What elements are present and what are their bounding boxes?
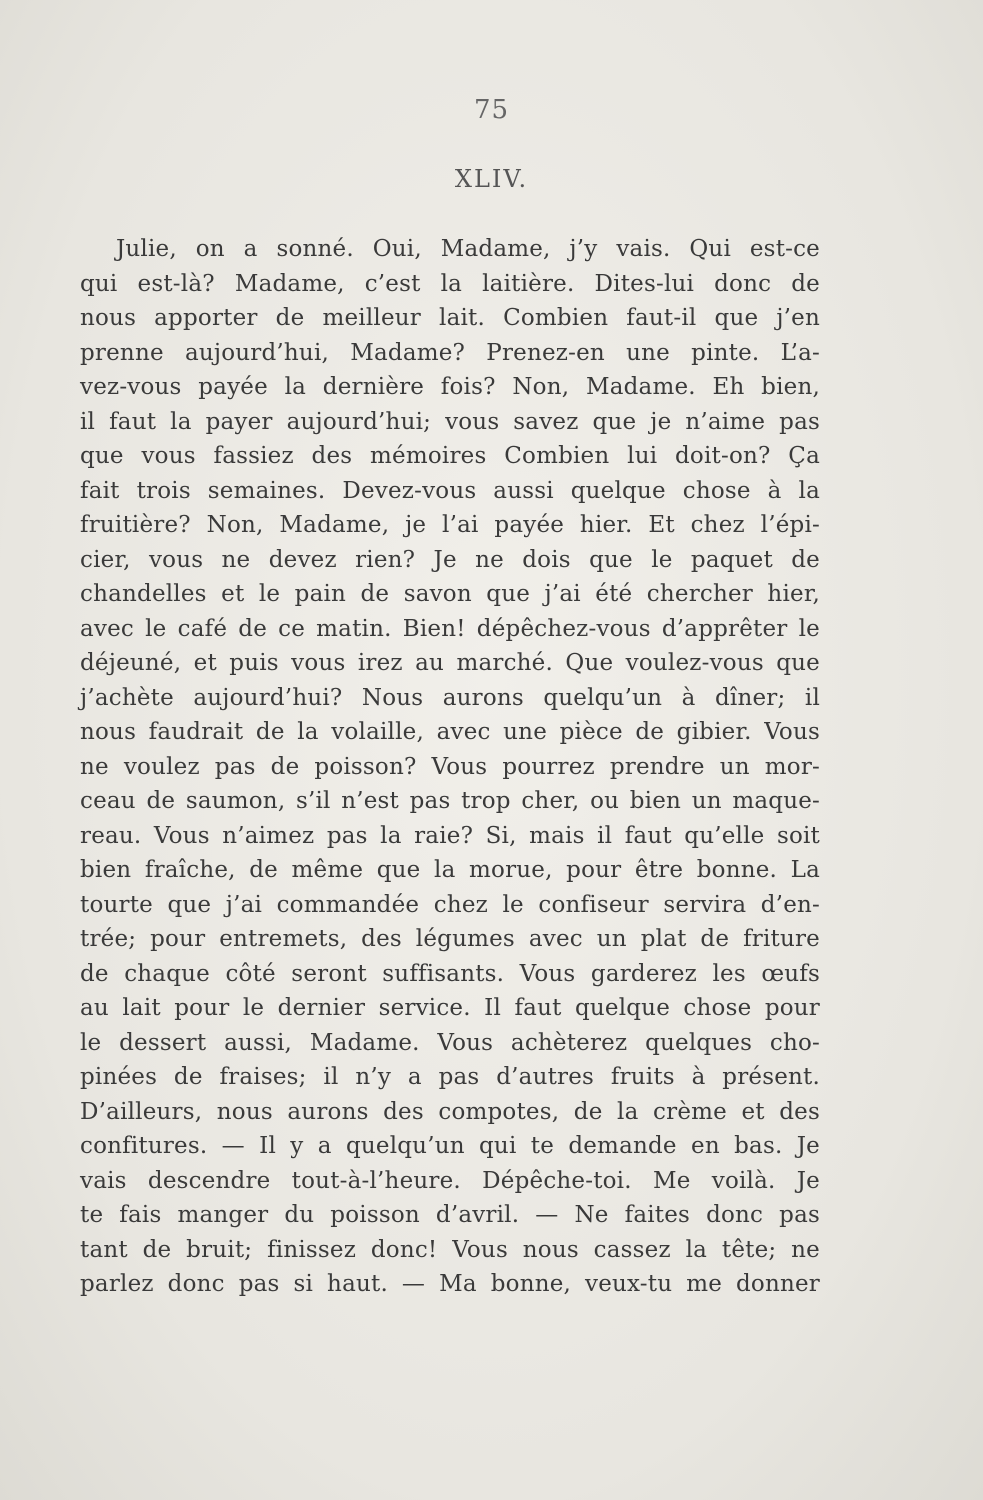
chapter-heading: XLIV. [454,165,529,193]
text-line: vez-vous payée la dernière fois? Non, Madame. Eh bien, [80,374,820,400]
text-line: nous faudrait de la volaille, avec une pièce de gibier. Vous [80,719,820,745]
text-line: de chaque côté seront suffisants. Vous garderez les œufs [80,960,820,987]
text-line: prenne aujourd’hui, Madame? Prenez-en une pinte. L’a- [80,339,820,366]
text-line: vais descendre tout-à-l’heure. Dépêche-toi. Me voilà. Je [80,1167,820,1194]
text-line: confitures. — Il y a quelqu’un qui te demande en bas. Je [80,1133,820,1159]
text-line: bien fraîche, de même que la morue, pour être bonne. La [80,857,820,883]
text-line: tant de bruit; finissez donc! Vous nous cassez la tête; ne [80,1236,820,1263]
page-number: 75 [473,95,510,125]
text-line: ceau de saumon, s’il n’est pas trop cher, ou bien un maque- [80,788,820,814]
body-text [80,232,820,1302]
text-line: cier, vous ne devez rien? Je ne dois que le paquet de [80,546,820,573]
text-line: ne voulez pas de poisson? Vous pourrez prendre un mor- [80,753,820,780]
text-line: fruitière? Non, Madame, je l’ai payée hier. Et chez l’épi- [80,512,820,538]
text-line: le dessert aussi, Madame. Vous achèterez quelques cho- [80,1029,820,1056]
text-line: au lait pour le dernier service. Il faut quelque chose pour [80,995,820,1021]
text-line: D’ailleurs, nous aurons des compotes, de la crème et des [80,1098,820,1125]
text-line: il faut la payer aujourd’hui; vous savez que je n’aime pas [80,408,820,435]
text-line: trée; pour entremets, des légumes avec un plat de friture [80,926,820,952]
text-line: pinées de fraises; il n’y a pas d’autres fruits à présent. [80,1064,820,1090]
text-line: nous apporter de meilleur lait. Combien faut-il que j’en [80,305,820,331]
text-line: fait trois semaines. Devez-vous aussi quelque chose à la [80,477,820,504]
text-line: qui est-là? Madame, c’est la laitière. Dites-lui donc de [80,270,820,297]
text-line: parlez donc pas si haut. — Ma bonne, veux-tu me donner [80,1271,820,1297]
text-line: avec le café de ce matin. Bien! dépêchez-vous d’apprêter le [80,615,820,642]
text-line: reau. Vous n’aimez pas la raie? Si, mais il faut qu’elle soit [80,822,820,849]
text-line: Julie, on a sonné. Oui, Madame, j’y vais. Qui est-ce [116,236,820,262]
text-line: que vous fassiez des mémoires Combien lui doit-on? Ça [80,443,820,469]
text-line: te fais manger du poisson d’avril. — Ne faites donc pas [80,1202,820,1228]
text-line: déjeuné, et puis vous irez au marché. Que voulez-vous que [80,650,820,676]
text-line: chandelles et le pain de savon que j’ai été chercher hier, [80,581,820,607]
text-line: j’achète aujourd’hui? Nous aurons quelqu’un à dîner; il [80,684,820,711]
text-line: tourte que j’ai commandée chez le confiseur servira d’en- [80,891,820,918]
